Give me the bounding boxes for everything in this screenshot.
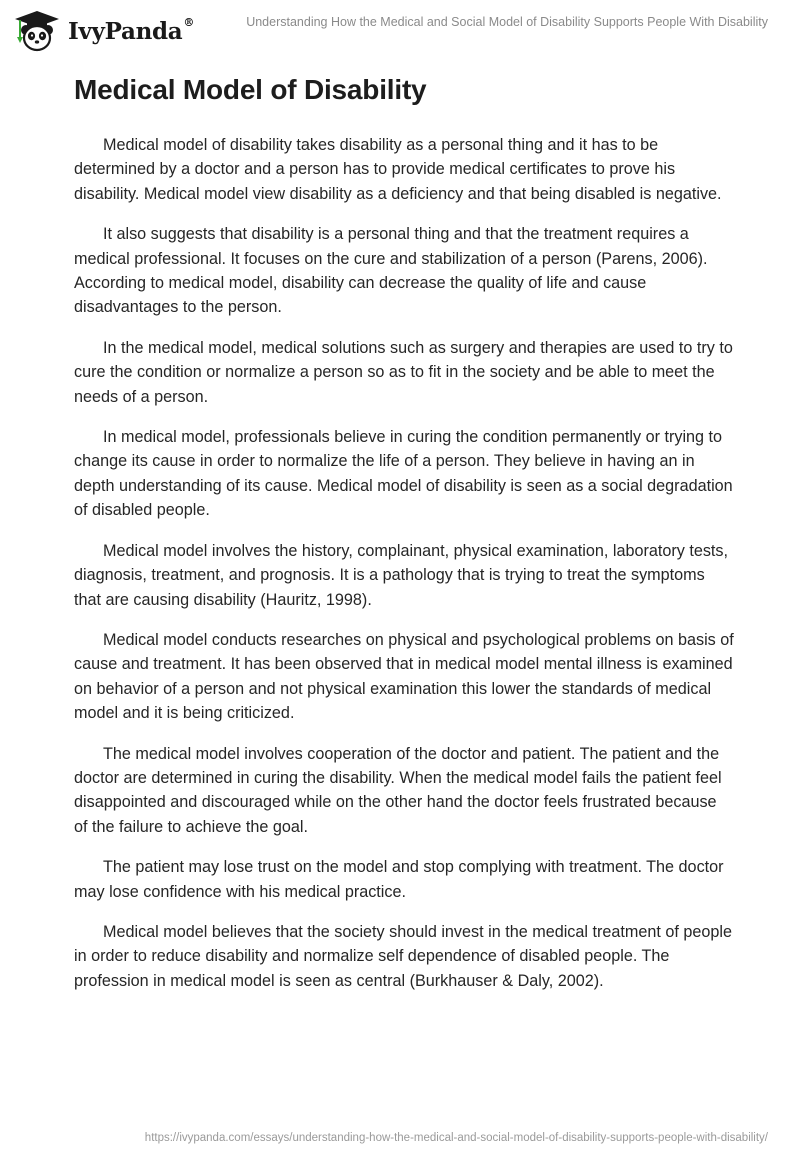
paragraph: Medical model conducts researches on physical and psychological problems on basis of cause and treatment. It has been observed that in medical model mental illness is examined on behavior of a person and not physical examination this lower the standards of medical model and it is being criticized. bbox=[74, 630, 734, 723]
registered-mark: ® bbox=[183, 15, 195, 29]
article-body bbox=[74, 133, 734, 1009]
brand-name: IvyPanda® bbox=[68, 15, 195, 45]
page-title: Medical Model of Disability bbox=[74, 74, 427, 105]
paragraph: Medical model involves the history, complainant, physical examination, laboratory tests, diagnosis, treatment, and prognosis. It is a pathology that is trying to treat the symptoms that are causing disability (Hauritz, 1998). bbox=[74, 541, 729, 609]
paragraph: In medical model, professionals believe in curing the condition permanently or trying to change its cause in order to normalize the life of a person. They believe in having an in depth understanding of its cause. Medical model of disability is seen as a social degradation of disabled people. bbox=[74, 428, 733, 520]
paragraph: Medical model of disability takes disability as a personal thing and it has to be determined by a doctor and a person has to provide medical certificates to prove his disability. Medical model view disability as a deficiency and that being disabled is negative. bbox=[74, 136, 722, 203]
panda-graduate-icon bbox=[14, 10, 60, 52]
paragraph: In the medical model, medical solutions such as surgery and therapies are used to try to cure the condition or normalize a person so as to fit in the society and be able to meet the needs of a person. bbox=[74, 338, 733, 406]
ivypanda-logo[interactable] bbox=[14, 10, 194, 52]
document-title: Understanding How the Medical and Social Model of Disability Supports People With Disability bbox=[246, 15, 768, 29]
paragraph: It also suggests that disability is a personal thing and that the treatment requires a medical professional. It focuses on the cure and stabilization of a person (Parens, 2006). According to medical model, disability can decrease the quality of life and cause disadvantages to the person. bbox=[74, 225, 708, 317]
source-url[interactable]: https://ivypanda.com/essays/understanding-how-the-medical-and-social-model-of-disability-supports-people-with-disability/ bbox=[144, 1132, 768, 1144]
paragraph: The medical model involves cooperation of the doctor and patient. The patient and the doctor are determined in curing the disability. When the medical model fails the patient feel disappointed and discouraged while on the other hand the doctor feels frustrated because of the failure to achieve the goal. bbox=[74, 744, 722, 836]
paragraph: Medical model believes that the society should invest in the medical treatment of people in order to reduce disability and normalize self dependence of disabled people. The profession in medical model is seen as central (Burkhauser & Daly, 2002). bbox=[74, 922, 732, 990]
page-header bbox=[0, 0, 800, 60]
paragraph: The patient may lose trust on the model and stop complying with treatment. The doctor may lose confidence with his medical practice. bbox=[74, 858, 724, 901]
